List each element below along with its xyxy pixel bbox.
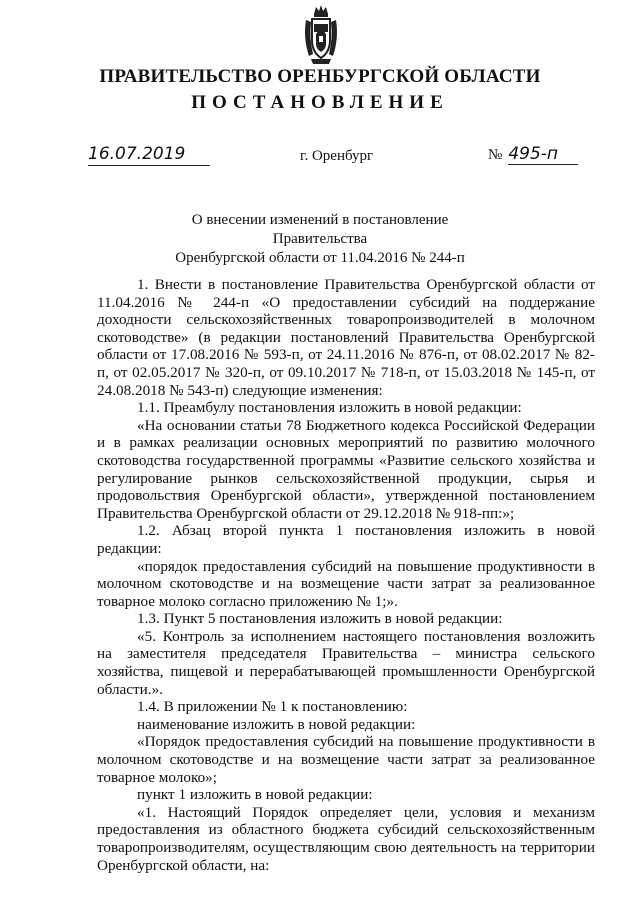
paragraph-1-4: 1.4. В приложении № 1 к постановлению:	[137, 698, 408, 716]
number-sign: №	[488, 147, 503, 163]
document-type: ПОСТАНОВЛЕНИЕ	[191, 92, 449, 113]
paragraph-1-2-text: «порядок предоставления субсидий на повышение продуктивности в молочном скотоводстве и на возмещение части затрат за реализованное товарное молоко согласно приложению № 1;».	[97, 557, 595, 610]
number-value: 495-п	[508, 144, 578, 165]
document-number	[488, 144, 578, 165]
document-subject	[150, 211, 490, 268]
document-body	[97, 276, 595, 874]
paragraph-name-text: «Порядок предоставления субсидий на повышение продуктивности в молочном скотоводстве и на возмещение части затрат за реализованное товарное молоко»;	[97, 733, 595, 786]
paragraph-point-1: пункт 1 изложить в новой редакции:	[137, 786, 373, 804]
subject-line-2: Оренбургской области от 11.04.2016 № 244-п	[175, 250, 465, 266]
paragraph-point-1-text: «1. Настоящий Порядок определяет цели, условия и механизм предоставления из областного бюджета субсидий сельскохозяйственным товаропроизводителям, осуществляющим свою деятельность на территории Оренбургской области, на:	[97, 803, 595, 874]
subject-line-1: О внесении изменений в постановление Правительства	[191, 212, 449, 247]
document-date: 16.07.2019	[88, 144, 210, 166]
government-title: ПРАВИТЕЛЬСТВО ОРЕНБУРГСКОЙ ОБЛАСТИ	[99, 66, 541, 87]
paragraph-1: 1. Внести в постановление Правительства Оренбургской области от 11.04.2016 № 244-п «О предоставлении субсидий на поддержание доходности сельскохозяйственных товаропроизводителей в молочном скотоводстве» (в редакции постановлений Правительства Оренбургской области от 17.08.2016 № 593-п, от 24.11.2016 № 876-п, от 08.02.2017 № 82-п, от 02.05.2017 № 320-п, от 09.10.2017 № 718-п, от 15.03.2018 № 145-п, от 24.08.2018 № 543-п) следующие изменения:	[97, 276, 595, 399]
paragraph-1-1: 1.1. Преамбулу постановления изложить в новой редакции:	[137, 399, 522, 417]
document-city: г. Оренбург	[300, 148, 374, 164]
paragraph-name-change: наименование изложить в новой редакции:	[137, 715, 416, 733]
paragraph-1-3-text: «5. Контроль за исполнением настоящего постановления возложить на заместителя председателя Правительства – министра сельского хозяйства, пищевой и перерабатывающей промышленности Оренбургской области.».	[97, 627, 595, 698]
orenburg-coat-of-arms-icon	[303, 4, 339, 66]
paragraph-1-2: 1.2. Абзац второй пункта 1 постановления изложить в новой редакции:	[97, 522, 595, 557]
paragraph-1-3: 1.3. Пункт 5 постановления изложить в новой редакции:	[137, 610, 503, 628]
paragraph-preamble-text: «На основании статьи 78 Бюджетного кодекса Российской Федерации и в рамках реализации основных мероприятий по развитию молочного скотоводства государственной программы «Развитие сельского хозяйства и регулирование рынков сельскохозяйственной продукции, сырья и продовольствия Оренбургской области», утвержденной постановлением Правительства Оренбургской области от 29.12.2018 № 918-пп:»;	[97, 416, 595, 522]
